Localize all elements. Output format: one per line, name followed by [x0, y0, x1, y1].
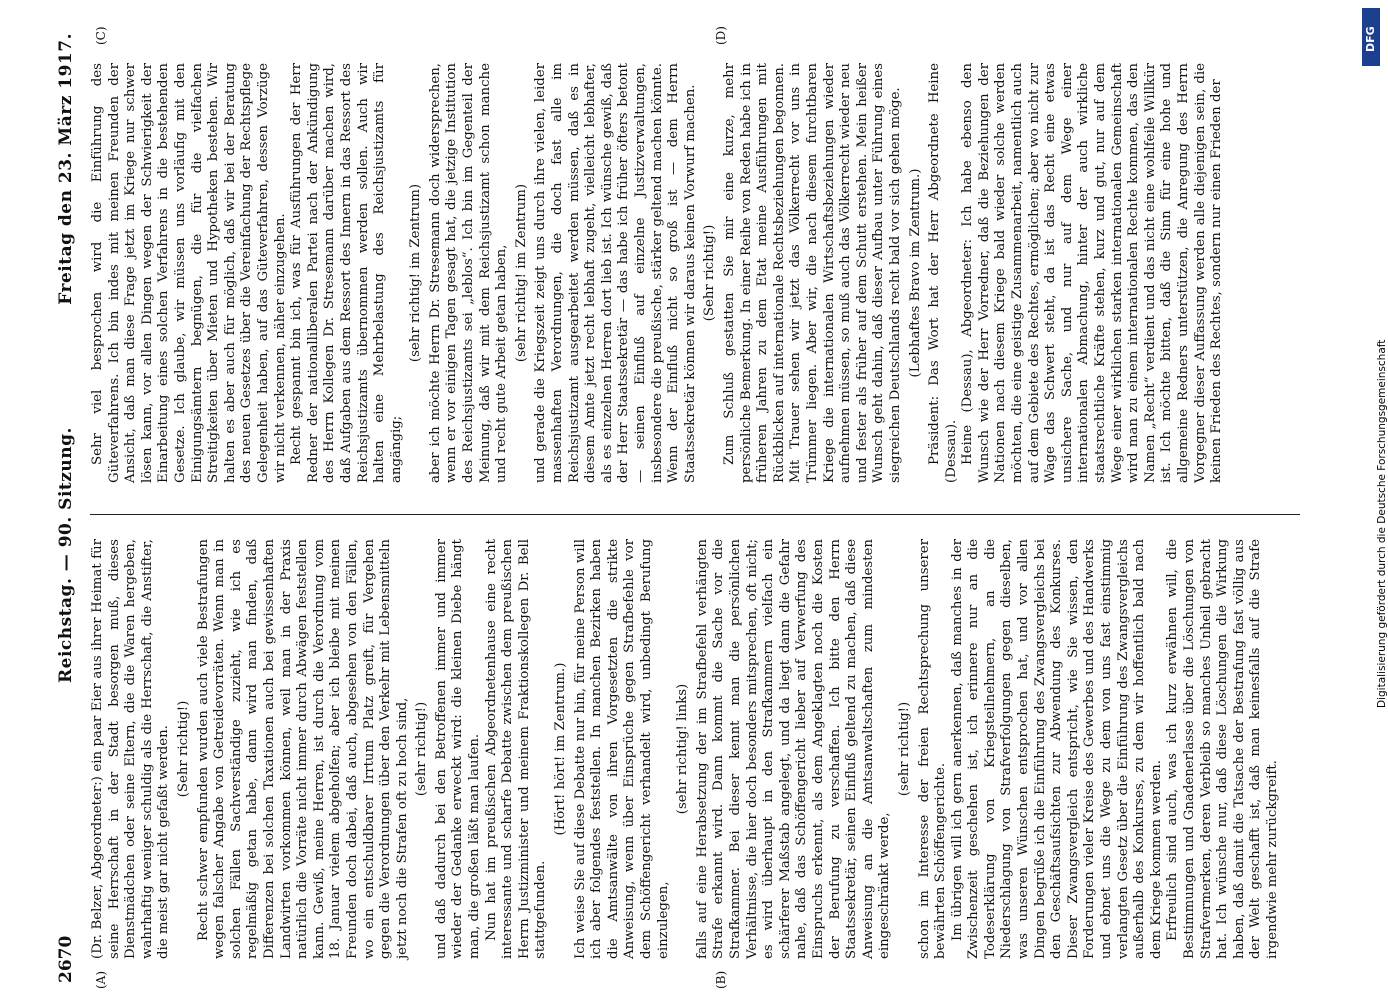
interjection: (Sehr richtig!) [175, 700, 191, 798]
dfg-logo-text: DFG [1364, 26, 1377, 52]
paragraph: und gerade die Kriegszeit zeigt uns durch ihre vielen, leider massenhaften Verordnungen, die doch fast alle im Reichsjustizamt ausgearbeitet werden müssen, daß es in diesem Amte jetzt recht lebhaft zugeht, vielleicht lebhafter, als es einzelnen Herren dort lieb ist. Ich wünsche gewiß, daß der Herr Staatssekretär — das habe ich früher öfters betont — seinen Einfluß auf einzelne Justizverwaltungen, insbesondere die preußische, stärker geltend machen könnte. Wenn der Einfluß nicht so groß ist — dem Herrn Staatssekretär können wir daraus keinen Vorwurf machen. [533, 63, 698, 483]
interjection: (sehr richtig! im Zentrum) [513, 183, 529, 363]
interjection: (Hört! hört! im Zentrum.) [553, 662, 569, 836]
interjection: (sehr richtig! links) [675, 683, 691, 815]
interjection: (sehr richtig!) [896, 701, 912, 797]
paragraph: Erfreulich sind auch, was ich kurz erwähnen will, die Bestimmungen und Gnadenerlasse über die Löschungen von Strafvermerken, deren Verbleib so manches Unheil gebracht hat. Ich wünsche nur, daß diese Löschungen die Wirkung haben, daß damit die Tatsache der Bestrafung fast völlig aus der Welt geschafft ist, daß man keinesfalls auf die Strafe irgendwie mehr zurückgreift. [1165, 539, 1280, 959]
right-column [90, 63, 1340, 483]
left-column [90, 539, 1340, 959]
interjection: (Sehr richtig!) [702, 224, 718, 322]
paragraph: Recht schwer empfunden wurden auch viele Bestrafungen wegen falscher Angabe von Getreidevorräten. Wenn man in solchen Fällen Sachverständige zuzieht, wie ich es regelmäßig getan habe, dann wird man finden, daß Differenzen bei solchen Taxationen auch bei gewissenhaften Landwirten vorkommen können, weil man in der Praxis natürlich die Vorräte nicht immer durch Abwägen feststellen kann. Gewiß, meine Herren, ist durch die Verordnung vom 18. Januar vielem abgeholfen; aber ich bleibe mit meinen Freunden doch dabei, daß auch, abgesehen von den Fällen, wo ein entschuldbarer Irrtum Platz greift, für Vergehen gegen die Verordnungen über den Verkehr mit Lebensmitteln jetzt noch die Strafen oft zu hoch sind, [195, 539, 410, 959]
paragraph: Recht gespannt bin ich, was für Ausführungen der Herr Redner der nationalliberalen Partei nach der Ankündigung des Herrn Kollegen Dr. Stresemann darüber machen wird, daß Aufgaben aus dem Ressort des Innern in das Ressort des Reichsjustizamts übernommen werden sollen. Auch wir halten eine Mehrbelastung des Reichsjustizamts für angängig; [289, 63, 404, 483]
margin-mark-d: (D) [714, 26, 728, 45]
session-date: Freitag den 23. März 1917. [56, 33, 76, 305]
paragraph: Nun hat im preußischen Abgeordnetenhause eine recht interessante und scharfe Debatte zwischen dem preußischen Herrn Justizminister und meinem Fraktionskollegen Dr. Bell stattgefunden. [483, 539, 549, 959]
paragraph: (Dr. Belzer, Abgeordneter:) ein paar Eier aus ihrer Heimat für seine Herrschaft in der Stadt besorgen muß, dieses Dienstmädchen oder seine Eltern, die die Waren hergeben, wahrhaftig weniger schuldig als die Herrschaft, die Anstifter, die meist gar nicht gefaßt werden. [90, 539, 172, 959]
paragraph: Ich weise Sie auf diese Debatte nur hin, für meine Person will ich aber folgendes feststellen. In manchen Bezirken haben die Amtsanwälte von ihren Vorgesetzten die strikte Anweisung, wenn über Einsprüche gegen Strafbefehle vor dem Schöffengericht verhandelt wird, unbedingt Berufung einzulegen, [572, 539, 671, 959]
paragraph: falls auf eine Herabsetzung der im Strafbefehl verhängten Strafe erkannt wird. Dann kommt die Sache vor die Strafkammer. Bei dieser kennt man die persönlichen Verhältnisse, die hier doch besonders mitsprechen, oft nicht; es wird überhaupt in den Strafkammern vielfach ein schärferer Maßstab angelegt, und da liegt dann die Gefahr nahe, daß das Schöffengericht lieber auf Verwerfung des Einspruchs erkennt, als dem Angeklagten noch die Kosten der Berufung zu verschaffen. Ich bitte den Herrn Staatssekretär, seinen Einfluß geltend zu machen, daß diese Anweisung an die Amtsanwaltschaften zum mindesten eingeschränkt werde, [694, 539, 893, 959]
paragraph: schon im Interesse der freien Rechtsprechung unserer bewährten Schöffengerichte. [916, 539, 949, 959]
paragraph: Im übrigen will ich gern anerkennen, daß manches in der Zwischenzeit geschehen ist, ich erinnere nur an die Todeserklärung von Kriegsteilnehmern, an die Niederschlagung von Strafverfolgungen gegen dieselben, was unseren Wünschen entsprochen hat, und vor allen Dingen begrüße ich die Einführung des Zwangsvergleichs bei den Geschäftsaufsichten zur Abwendung des Konkurses. Dieser Zwangsvergleich entspricht, wie Sie wissen, den Forderungen vieler Kreise des Gewerbes und des Handwerks und ebnet uns die Wege zu dem von uns fast einstimmig verlangten Gesetz über die Einführung des Zwangsvergleichs außerhalb des Konkurses, zu dem wir hoffentlich bald nach dem Kriege kommen werden. [949, 539, 1164, 959]
dfg-strip [1362, 8, 1388, 993]
margin-mark-b: (B) [714, 970, 728, 989]
rotated-page [54, 25, 1354, 995]
margin-mark-c: (C) [94, 26, 108, 45]
margin-mark-a: (A) [94, 970, 108, 989]
paragraph: und daß dadurch bei den Betroffenen immer und immer wieder der Gedanke erweckt wird: die kleinen Diebe hängt man, die großen läßt man laufen. [433, 539, 483, 959]
session-title: Reichstag. — 90. Sitzung. [56, 427, 76, 683]
column-divider [90, 514, 1300, 515]
interjection: (sehr richtig! im Zentrum) [408, 183, 424, 363]
interjection: (Lebhaftes Bravo im Zentrum.) [907, 168, 923, 378]
interjection: (sehr richtig!) [414, 701, 430, 797]
paragraph: Heine (Dessau), Abgeordneter: Ich habe ebenso den Wunsch wie der Herr Vorredner, daß die Beziehungen der Nationen nach diesem Kriege bald wieder solche werden möchten, die eine geistige Zusammenarbeit, namentlich auch auf dem Gebiete des Rechtes, ermöglichen; aber wo nicht zur Wage das Schwert steht, da ist das Recht eine etwas unsichere Sache, und nur auf dem Wege einer internationalen Abmachung, hinter der auch wirkliche staatsrechtliche Kräfte stehen, kurz und gut, nur auf dem Wege einer wirklichen starken internationalen Gemeinschaft wird man zu einem internationalen Rechte kommen, das den Namen „Recht“ verdient und das nicht eine wohlfeile Willkür ist. Ich möchte bitten, daß die Sinn für eine hohe und allgemeine Redners unterstützen, die Anregung des Herrn Vorgegner dieser Auffassung werden alle diejenigen sein, die keinen Frieden des Rechtes, sondern nur einen Frieden der [960, 63, 1225, 483]
digitization-notice: Digitalisierung gefördert durch die Deutsche Forschungsgemeinschaft [1376, 339, 1388, 708]
paragraph: Zum Schluß gestatten Sie mir eine kurze, mehr persönliche Bemerkung. In einer Reihe von Reden habe ich in früheren Jahren zu dem Etat meine Ausführungen mit Rückblicken auf internationale Rechtsbeziehungen begonnen. Mit Trauer sehen wir jetzt das Völkerrecht vor uns in Trümmer liegen. Aber wir, die nach diesem furchtbaren Kriege die internationalen Wirtschaftsbeziehungen wieder aufnehmen müssen, so muß auch das Völkerrecht wieder neu und fester als früher auf dem Schutt erstehen. Mein heißer Wunsch geht dahin, daß dieser Aufbau unter Führung eines siegreichen Deutschlands recht bald vor sich gehen möge. [721, 63, 903, 483]
page-header [54, 33, 80, 983]
paragraph: aber ich möchte Herrn Dr. Stresemann doch widersprechen, wenn er vor einigen Tagen gesagt hat, die jetzige Institution des Reichsjustizamts sei „leblos“. Ich bin im Gegenteil der Meinung, daß wir mit dem Reichsjustizamt schon manche und recht gute Arbeit getan haben, [427, 63, 510, 483]
page-number: 2670 [56, 935, 76, 983]
paragraph: Sehr viel besprochen wird die Einführung des Güteverfahrens. Ich bin indes mit meinen Freunden der Ansicht, daß man diese Frage jetzt im Kriege nur schwer lösen kann, vor allen Dingen wegen der Schwierigkeit der Einarbeitung eines solchen Verfahrens in die bestehenden Gesetze. Ich glaube, wir müssen uns vorläufig mit den Einigungsämtern begnügen, die für die vielfachen Streitigkeiten über Mieten und Hypotheken bestehen. Wir halten es aber auch für möglich, daß wir bei der Beratung des neuen Gesetzes über die Vereinfachung der Rechtspflege Gelegenheit haben, auf das Güteverfahren, dessen Vorzüge wir nicht verkennen, näher einzugehen. [90, 63, 288, 483]
paragraph: Präsident: Das Wort hat der Herr Abgeordnete Heine (Dessau). [927, 63, 959, 483]
